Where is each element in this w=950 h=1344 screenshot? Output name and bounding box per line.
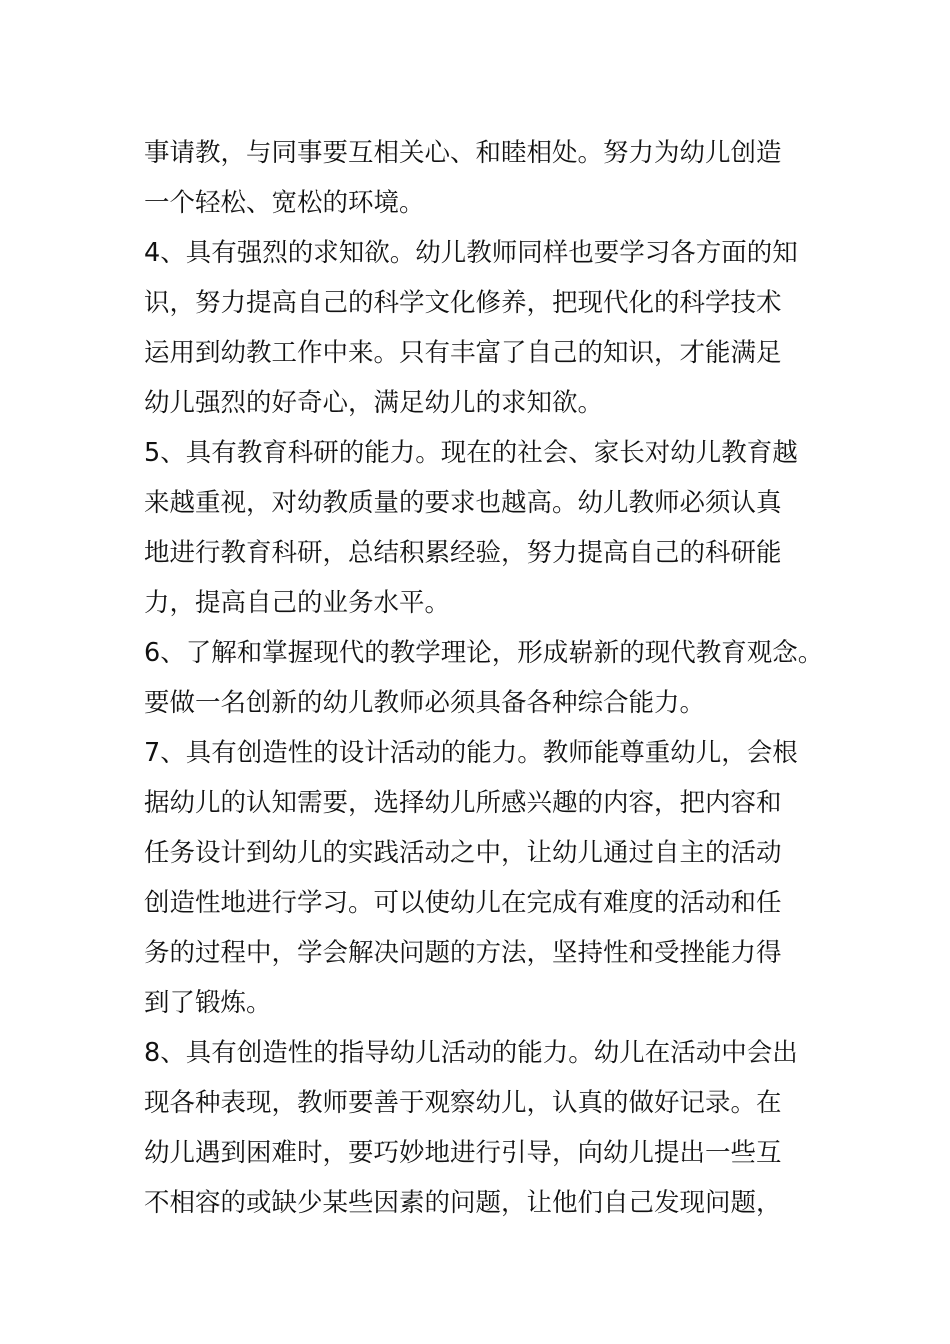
- text-line: 一个轻松、宽松的环境。: [144, 188, 425, 218]
- text-line: 来越重视，对幼教质量的要求也越高。幼儿教师必须认真: [144, 488, 782, 518]
- text-line: 事请教，与同事要互相关心、和睦相处。努力为幼儿创造: [144, 138, 782, 168]
- text-line: 现各种表现，教师要善于观察幼儿，认真的做好记录。在: [144, 1088, 782, 1118]
- text-line: 4、具有强烈的求知欲。幼儿教师同样也要学习各方面的知: [144, 238, 798, 268]
- text-line: 幼儿强烈的好奇心，满足幼儿的求知欲。: [144, 388, 604, 418]
- text-line: 据幼儿的认知需要，选择幼儿所感兴趣的内容，把内容和: [144, 788, 782, 818]
- text-line: 运用到幼教工作中来。只有丰富了自己的知识，才能满足: [144, 338, 782, 368]
- text-line: 不相容的或缺少某些因素的问题，让他们自己发现问题，: [144, 1188, 782, 1218]
- text-line: 6、了解和掌握现代的教学理论，形成崭新的现代教育观念。: [144, 638, 824, 668]
- text-line: 任务设计到幼儿的实践活动之中，让幼儿通过自主的活动: [144, 838, 782, 868]
- text-line: 创造性地进行学习。可以使幼儿在完成有难度的活动和任: [144, 888, 782, 918]
- text-line: 务的过程中，学会解决问题的方法，坚持性和受挫能力得: [144, 938, 782, 968]
- text-line: 8、具有创造性的指导幼儿活动的能力。幼儿在活动中会出: [144, 1038, 798, 1068]
- document-body: [144, 128, 824, 1228]
- text-line: 要做一名创新的幼儿教师必须具备各种综合能力。: [144, 688, 706, 718]
- text-line: 7、具有创造性的设计活动的能力。教师能尊重幼儿，会根: [144, 738, 798, 768]
- text-line: 到了锻炼。: [144, 988, 272, 1018]
- text-line: 识，努力提高自己的科学文化修养，把现代化的科学技术: [144, 288, 782, 318]
- text-line: 力，提高自己的业务水平。: [144, 588, 451, 618]
- text-line: 5、具有教育科研的能力。现在的社会、家长对幼儿教育越: [144, 438, 798, 468]
- text-line: 地进行教育科研，总结积累经验，努力提高自己的科研能: [144, 538, 782, 568]
- text-line: 幼儿遇到困难时，要巧妙地进行引导，向幼儿提出一些互: [144, 1138, 782, 1168]
